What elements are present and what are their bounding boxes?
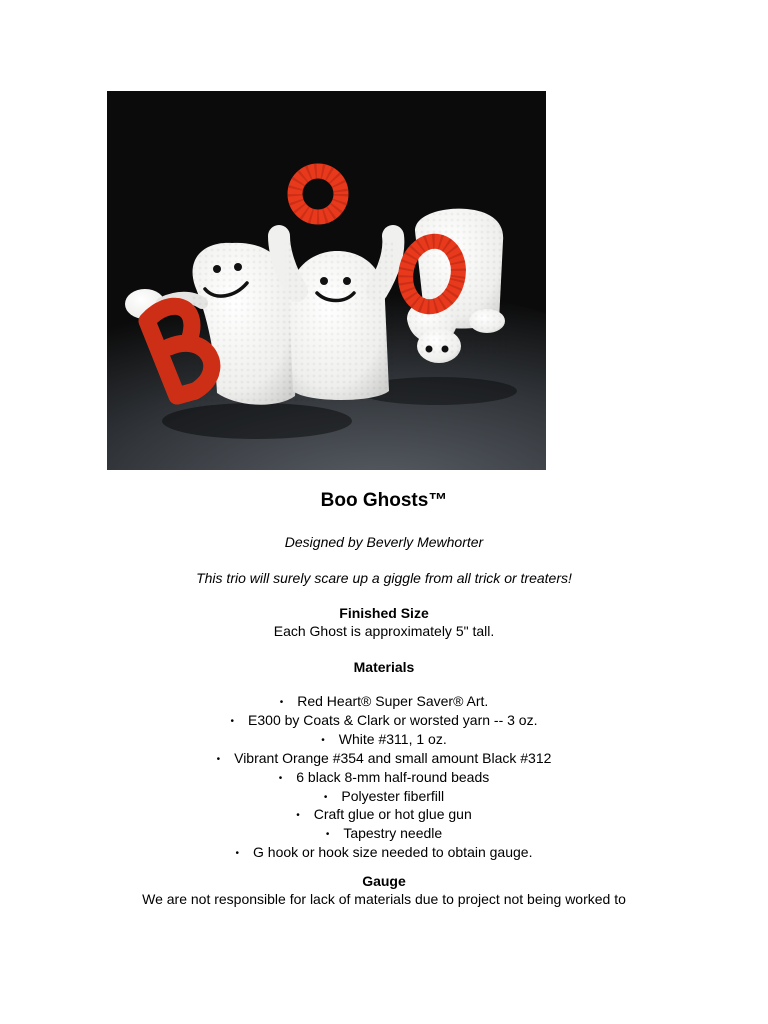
gauge-heading: Gauge [362, 873, 406, 889]
materials-list [0, 693, 768, 863]
list-item: • Red Heart® Super Saver® Art. [0, 693, 768, 712]
list-item: • Vibrant Orange #354 and small amount Black #312 [0, 750, 768, 769]
list-item: • G hook or hook size needed to obtain gauge. [0, 844, 768, 863]
gauge-text: We are not responsible for lack of materials due to project not being worked to [142, 891, 626, 907]
finished-size-text: Each Ghost is approximately 5" tall. [273, 623, 495, 639]
materials-heading: Materials [353, 659, 415, 675]
designer-byline: Designed by Beverly Mewhorter [284, 534, 484, 550]
bullet-icon: • [325, 829, 330, 841]
bullet-icon: • [296, 810, 300, 822]
list-item: • 6 black 8-mm half-round beads [0, 769, 768, 788]
list-item: • Tapestry needle [0, 825, 768, 844]
list-item: • Polyester fiberfill [0, 788, 768, 807]
bullet-icon: • [279, 697, 284, 708]
bullet-icon: • [323, 791, 328, 803]
finished-size-heading: Finished Size [339, 605, 429, 621]
bullet-icon: • [321, 734, 325, 746]
list-item: • Craft glue or hot glue gun [0, 806, 768, 825]
page-title: Boo Ghosts™ [320, 490, 448, 511]
bullet-icon: • [235, 848, 240, 860]
middle-ghost [279, 236, 393, 401]
list-item: • White #311, 1 oz. [0, 731, 768, 750]
tagline: This trio will surely scare up a giggle from all trick or treaters! [196, 570, 572, 586]
bullet-icon: • [230, 715, 235, 727]
bullet-icon: • [278, 772, 283, 784]
boo-ghosts-photo [107, 91, 546, 470]
list-item: • E300 by Coats & Clark or worsted yarn -- 3 oz. [0, 712, 768, 731]
bullet-icon: • [216, 753, 221, 765]
